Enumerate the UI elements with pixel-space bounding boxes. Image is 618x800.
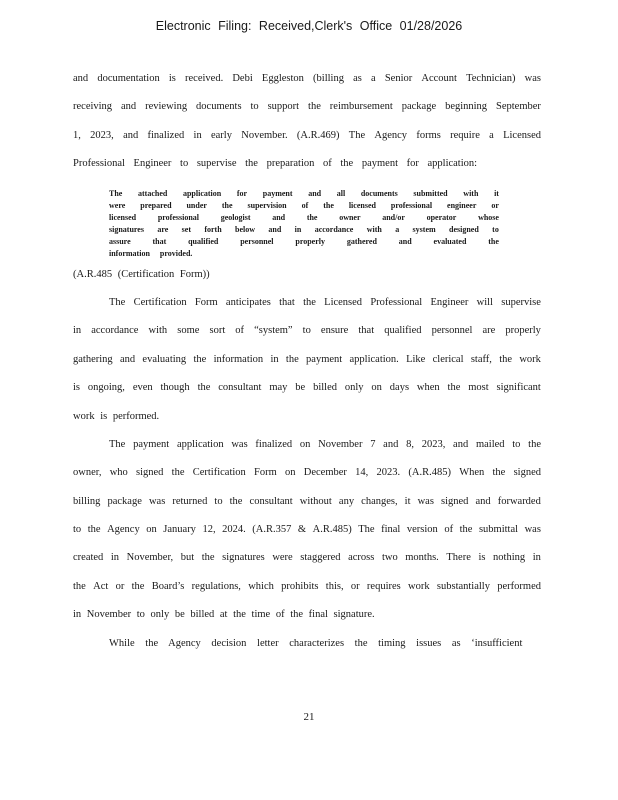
- text-line: receiving and reviewing documents to support the reimbursement package beginning September: [73, 101, 541, 113]
- quote-line: licensed professional geologist and the owner and/or operator whose: [109, 212, 499, 222]
- text-line: While the Agency decision letter characterizes the timing issues as ‘insufficient: [109, 637, 523, 649]
- quote-line: information provided.: [109, 248, 193, 258]
- text-line: gathering and evaluating the information in the payment application. Like clerical staff, the work: [73, 353, 541, 365]
- citation: (A.R.485 (Certification Form)): [73, 268, 210, 280]
- quote-line: were prepared under the supervision of the licensed professional engineer or: [109, 200, 499, 210]
- text-line: is ongoing, even though the consultant may be billed only on days when the most significant: [73, 382, 541, 394]
- text-line: in accordance with some sort of “system” to ensure that qualified personnel are properly: [73, 325, 541, 337]
- page-number: 21: [303, 711, 315, 723]
- text-line: the Act or the Board’s regulations, which prohibits this, or requires work substantially performed: [73, 580, 541, 592]
- text-line: The payment application was finalized on November 7 and 8, 2023, and mailed to the: [109, 438, 541, 450]
- text-line: and documentation is received. Debi Eggleston (billing as a Senior Account Technician) was: [73, 73, 541, 84]
- text-line: in November to only be billed at the time of the final signature.: [73, 609, 375, 621]
- text-line: to the Agency on January 12, 2024. (A.R.357 & A.R.485) The final version of the submittal was: [73, 524, 541, 536]
- quote-line: The attached application for payment and all documents submitted with it: [109, 188, 499, 198]
- block-quote: [109, 184, 499, 266]
- document-body: [73, 70, 541, 663]
- text-line: billing package was returned to the consultant without any changes, it was signed and forwarded: [73, 495, 541, 507]
- text-line: created in November, but the signatures were staggered across two months. There is nothing in: [73, 552, 541, 564]
- text-line: owner, who signed the Certification Form on December 14, 2023. (A.R.485) When the signed: [73, 467, 541, 479]
- text-line: The Certification Form anticipates that the Licensed Professional Engineer will supervise: [109, 296, 541, 308]
- filing-stamp: Electronic Filing: Received,Clerk's Office 01/28/2026: [155, 19, 463, 33]
- text-line: work is performed.: [73, 410, 160, 422]
- text-line: Professional Engineer to supervise the preparation of the payment for application:: [73, 158, 478, 170]
- quote-line: signatures are set forth below and in accordance with a system designed to: [109, 224, 499, 234]
- quote-line: assure that qualified personnel properly gathered and evaluated the: [109, 236, 499, 246]
- text-line: 1, 2023, and finalized in early November. (A.R.469) The Agency forms require a Licensed: [73, 129, 541, 141]
